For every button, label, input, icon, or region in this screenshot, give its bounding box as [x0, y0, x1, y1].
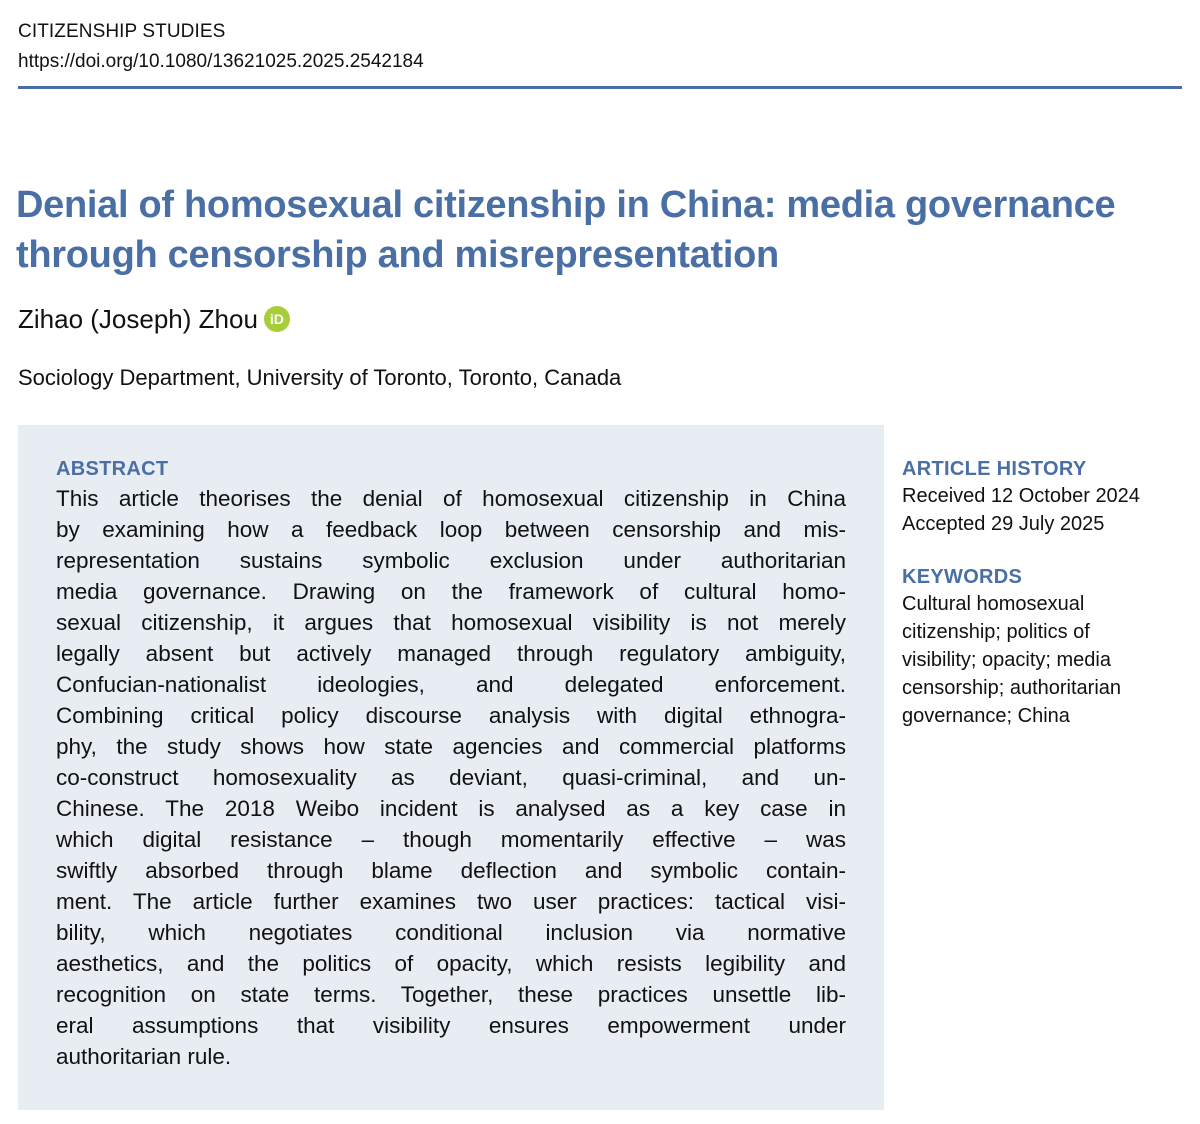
title-line-2: through censorship and misrepresentation: [16, 234, 779, 276]
abstract-line: which digital resistance – though momentarily effective – was: [56, 827, 846, 852]
article-title: [16, 180, 1196, 280]
affiliation: Sociology Department, University of Toronto, Toronto, Canada: [18, 365, 622, 390]
abstract-heading: ABSTRACT: [56, 458, 169, 480]
abstract-box: [18, 425, 884, 1110]
orcid-icon[interactable]: iD: [264, 306, 290, 332]
author-row: [18, 302, 290, 336]
abstract-line: swiftly absorbed through blame deflection and symbolic contain-: [56, 858, 846, 883]
abstract-line: This article theorises the denial of homosexual citizenship in China: [56, 486, 846, 511]
abstract-line: representation sustains symbolic exclusion under authoritarian: [56, 548, 846, 573]
keywords-line: Cultural homosexual: [902, 593, 1085, 615]
journal-name: CITIZENSHIP STUDIES: [18, 21, 226, 42]
abstract-line: phy, the study shows how state agencies and commercial platforms: [56, 734, 846, 759]
keywords-line: governance; China: [902, 705, 1070, 727]
doi-link[interactable]: https://doi.org/10.1080/13621025.2025.2542184: [18, 51, 424, 72]
abstract-line: bility, which negotiates conditional inclusion via normative: [56, 920, 846, 945]
received-date: Received 12 October 2024: [902, 485, 1140, 507]
abstract-line: eral assumptions that visibility ensures empowerment under: [56, 1013, 846, 1038]
keywords-section: [902, 564, 1192, 730]
abstract-line: sexual citizenship, it argues that homosexual visibility is not merely: [56, 610, 846, 635]
abstract-line: ment. The article further examines two user practices: tactical visi-: [56, 889, 846, 914]
abstract-line: media governance. Drawing on the framework of cultural homo-: [56, 579, 846, 604]
abstract-line: aesthetics, and the politics of opacity, which resists legibility and: [56, 951, 846, 976]
keywords-line: visibility; opacity; media: [902, 649, 1111, 671]
keywords-line: censorship; authoritarian: [902, 677, 1122, 699]
article-history-heading: ARTICLE HISTORY: [902, 458, 1087, 480]
keywords-line: citizenship; politics of: [902, 621, 1090, 643]
abstract-line: Combining critical policy discourse analysis with digital ethnogra-: [56, 703, 846, 728]
abstract-line: by examining how a feedback loop between censorship and mis-: [56, 517, 846, 542]
abstract-line: authoritarian rule.: [56, 1044, 232, 1069]
accepted-date: Accepted 29 July 2025: [902, 513, 1105, 535]
abstract-line: recognition on state terms. Together, these practices unsettle lib-: [56, 982, 846, 1007]
abstract-line: co-construct homosexuality as deviant, quasi-criminal, and un-: [56, 765, 846, 790]
keywords-heading: KEYWORDS: [902, 566, 1023, 588]
abstract-line: Confucian-nationalist ideologies, and delegated enforcement.: [56, 672, 846, 697]
abstract-line: legally absent but actively managed through regulatory ambiguity,: [56, 641, 846, 666]
keywords-list: [902, 590, 1192, 730]
author-name[interactable]: Zihao (Joseph) Zhou: [18, 304, 258, 334]
title-line-1: Denial of homosexual citizenship in China: media governance: [16, 184, 1116, 226]
abstract-line: Chinese. The 2018 Weibo incident is analysed as a key case in: [56, 796, 846, 821]
abstract-body: [56, 483, 846, 1072]
header-rule: [18, 86, 1182, 89]
article-history: [902, 456, 1192, 538]
article-history-dates: [902, 482, 1192, 538]
